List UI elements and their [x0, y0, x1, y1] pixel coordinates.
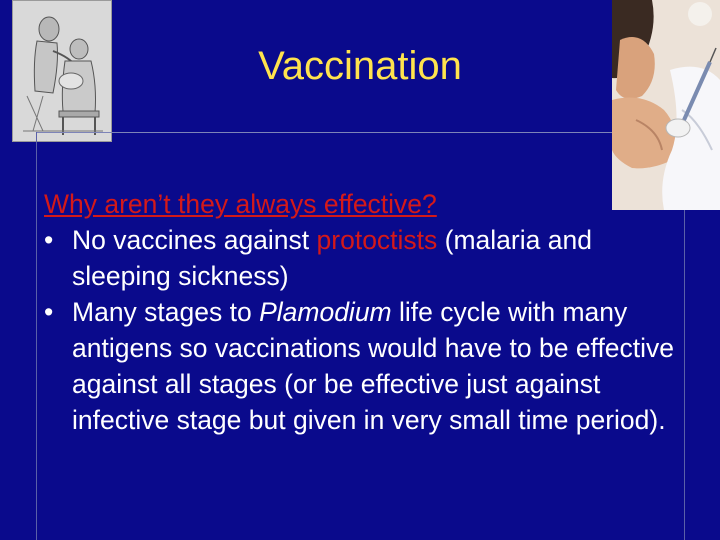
slide-body [44, 186, 694, 438]
bullet-text-part: (malaria and sleeping sickness) [72, 225, 592, 291]
vaccination-photo [612, 0, 720, 210]
title-divider [36, 132, 612, 133]
engraving-illustration [12, 0, 112, 142]
bullet-dot: • [44, 225, 54, 255]
bullet-dot: • [44, 297, 54, 327]
bullet-item [44, 222, 694, 294]
vaccination-photo-drawing [612, 0, 720, 210]
bullet-text [72, 297, 674, 435]
slide-title: Vaccination [258, 44, 462, 88]
bullet-item [44, 294, 694, 438]
slide-subtitle: Why aren’t they always effective? [44, 189, 437, 219]
engraving-drawing [13, 1, 111, 141]
left-border [36, 132, 37, 540]
bullet-text [72, 225, 592, 291]
highlighted-term: protoctists [316, 225, 438, 255]
bullet-text-part: No vaccines against [72, 225, 317, 255]
italic-term: Plamodium [259, 297, 392, 327]
bullet-text-part: Many stages to [72, 297, 260, 327]
bullet-text-part: life cycle with many antigens so vaccinations would have to be effective against all stages (or be effective just against infective stage but given in very small time period). [72, 297, 675, 435]
